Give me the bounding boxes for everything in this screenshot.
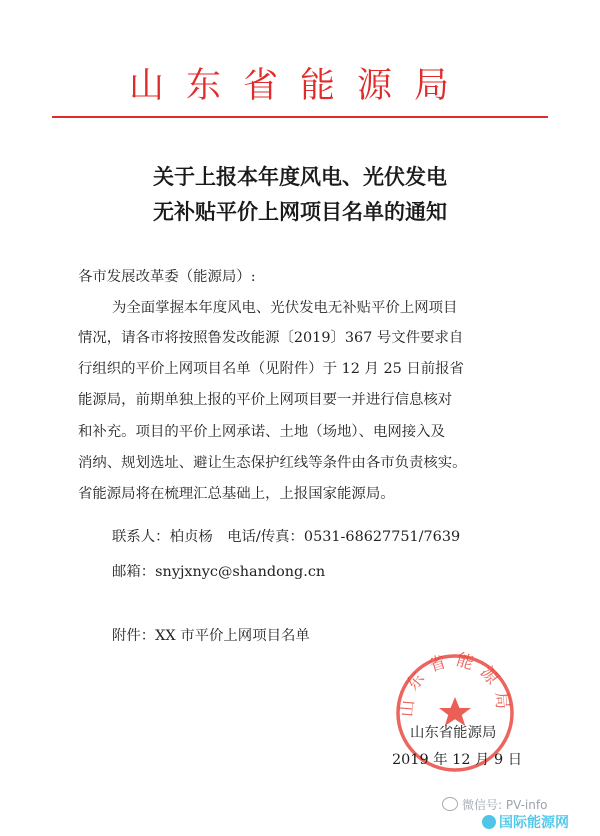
watermark bbox=[442, 796, 600, 836]
letterhead-org-name: 山东省能源局 bbox=[128, 66, 471, 106]
attachment-line: 附件：XX 市平价上网项目名单 bbox=[112, 628, 310, 644]
body-line: 行组织的平价上网项目名单（见附件）于 12 月 25 日前报省 bbox=[78, 361, 464, 377]
body-line: 和补充。项目的平价上网承诺、土地（场地）、电网接入及 bbox=[78, 424, 445, 440]
signature-org: 山东省能源局 bbox=[410, 725, 497, 741]
body-line: 情况，请各市将按照鲁发改能源〔2019〕367 号文件要求自 bbox=[78, 330, 464, 346]
email-line: 邮箱：snyjxnyc@shandong.cn bbox=[112, 564, 326, 580]
watermark-brand-text: 国际能源网 bbox=[499, 815, 569, 831]
letterhead-red-rule bbox=[52, 116, 548, 118]
seal-text: 山东省能源局 bbox=[397, 651, 513, 718]
brand-logo-icon bbox=[482, 815, 496, 829]
body-line: 消纳、规划选址、避让生态保护红线等条件由各市负责核实。 bbox=[78, 455, 467, 471]
body-line: 为全面掌握本年度风电、光伏发电无补贴平价上网项目 bbox=[112, 300, 458, 316]
body-line: 能源局，前期单独上报的平价上网项目要一并进行信息核对 bbox=[78, 392, 453, 408]
notice-title-line-2: 无补贴平价上网项目名单的通知 bbox=[153, 199, 447, 224]
watermark-wechat bbox=[442, 796, 547, 813]
salutation: 各市发展改革委（能源局）: bbox=[78, 269, 256, 285]
watermark-brand bbox=[482, 812, 569, 832]
notice-title-line-1: 关于上报本年度风电、光伏发电 bbox=[153, 164, 447, 189]
signature-date: 2019 年 12 月 9 日 bbox=[392, 752, 523, 768]
wechat-icon bbox=[442, 797, 458, 811]
contact-line: 联系人：柏贞杨 电话/传真：0531-68627751/7639 bbox=[112, 529, 461, 545]
watermark-wechat-text: 微信号: PV-info bbox=[462, 798, 548, 812]
body-line: 省能源局将在梳理汇总基础上，上报国家能源局。 bbox=[78, 486, 395, 502]
